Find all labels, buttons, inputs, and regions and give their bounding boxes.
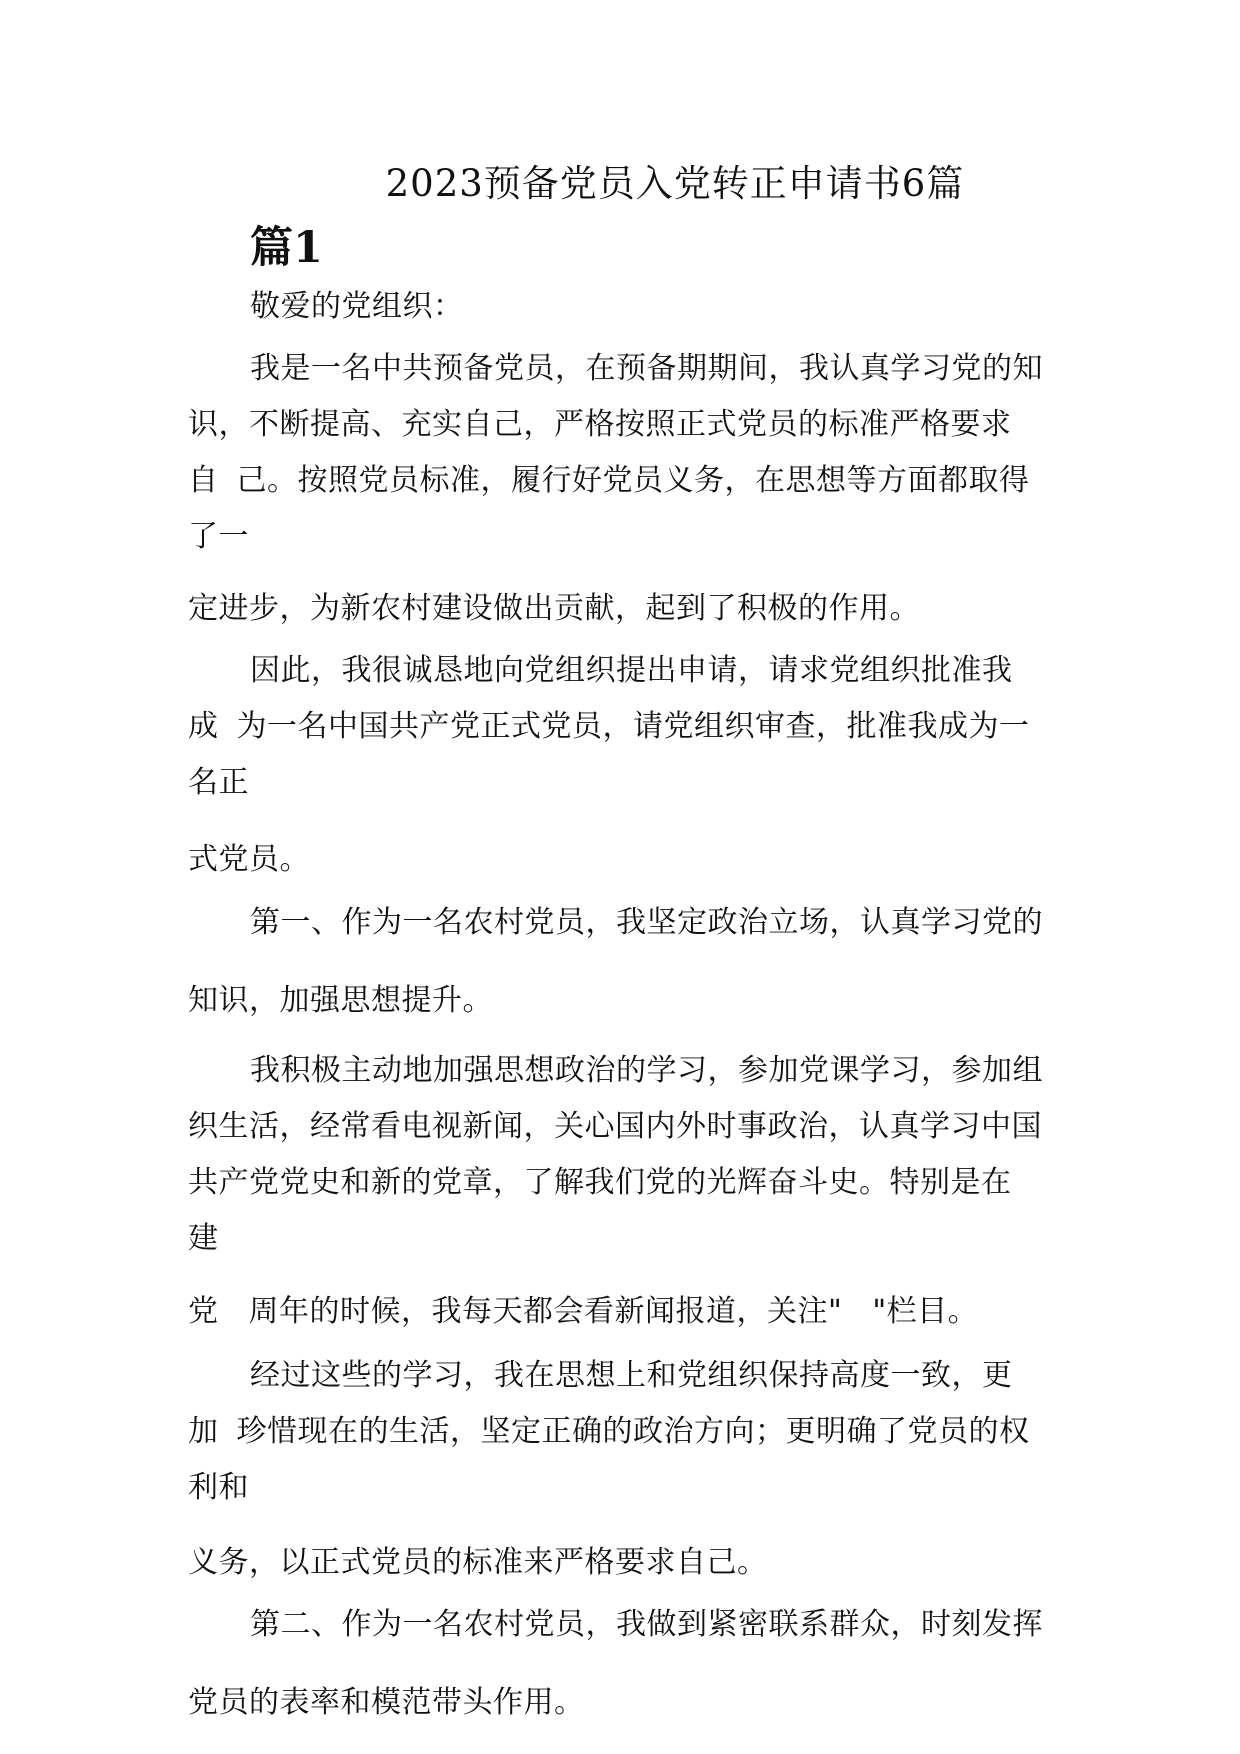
paragraph-line: 经过这些的学习，我在思想上和党组织保持高度一致，更 [250,1358,1013,1393]
document-title: 2023预备党员入党转正申请书6篇 [385,162,965,205]
line-fragment: 己。按照党员标准，履行好党员义务，在思想等方面都取得 [236,463,1030,498]
paragraph-line: 共产党党史和新的党章，了解我们党的光辉奋斗史。特别是在 [188,1165,1012,1200]
paragraph-line [188,1292,978,1332]
paragraph-line [188,707,1030,747]
paragraph-line: 式党员。 [188,842,310,877]
line-fragment: 周年的时候，我每天都会看新闻报道，关注" [248,1294,843,1329]
section-heading: 篇1 [250,223,323,273]
line-fragment: 成 [188,709,219,744]
paragraph-line: 建 [188,1221,219,1256]
paragraph-line: 识，不断提高、充实自己，严格按照正式党员的标准严格要求 [188,407,1012,442]
paragraph-line: 党员的表率和模范带头作用。 [188,1685,585,1720]
paragraph-line: 我是一名中共预备党员，在预备期期间，我认真学习党的知 [250,351,1043,386]
paragraph-line: 定进步，为新农村建设做出贡献，起到了积极的作用。 [188,591,920,626]
paragraph-line: 利和 [188,1470,249,1505]
paragraph-line [188,461,1030,501]
paragraph-line: 第二、作为一名农村党员，我做到紧密联系群众，时刻发挥 [250,1607,1043,1642]
paragraph-line: 了一 [188,519,249,554]
line-fragment: 自 [188,463,219,498]
paragraph-line: 因此，我很诚恳地向党组织提出申请，请求党组织批准我 [250,653,1013,688]
paragraph-line: 名正 [188,765,249,800]
paragraph-line [188,1412,1030,1452]
line-fragment: 珍惜现在的生活，坚定正确的政治方向；更明确了党员的权 [236,1414,1030,1449]
paragraph-line: 织生活，经常看电视新闻，关心国内外时事政治，认真学习中国 [188,1109,1042,1144]
paragraph-line: 我积极主动地加强思想政治的学习，参加党课学习，参加组 [250,1053,1043,1088]
line-fragment: 为一名中国共产党正式党员，请党组织审查，批准我成为一 [236,709,1030,744]
paragraph-line: 知识，加强思想提升。 [188,983,493,1018]
line-fragment: 党 [188,1294,219,1329]
line-fragment: "栏目。 [872,1294,979,1329]
paragraph-line: 第一、作为一名农村党员，我坚定政治立场，认真学习党的 [250,905,1043,940]
paragraph-line: 义务，以正式党员的标准来严格要求自己。 [188,1545,768,1580]
line-fragment: 加 [188,1414,219,1449]
salutation: 敬爱的党组织： [250,289,464,324]
